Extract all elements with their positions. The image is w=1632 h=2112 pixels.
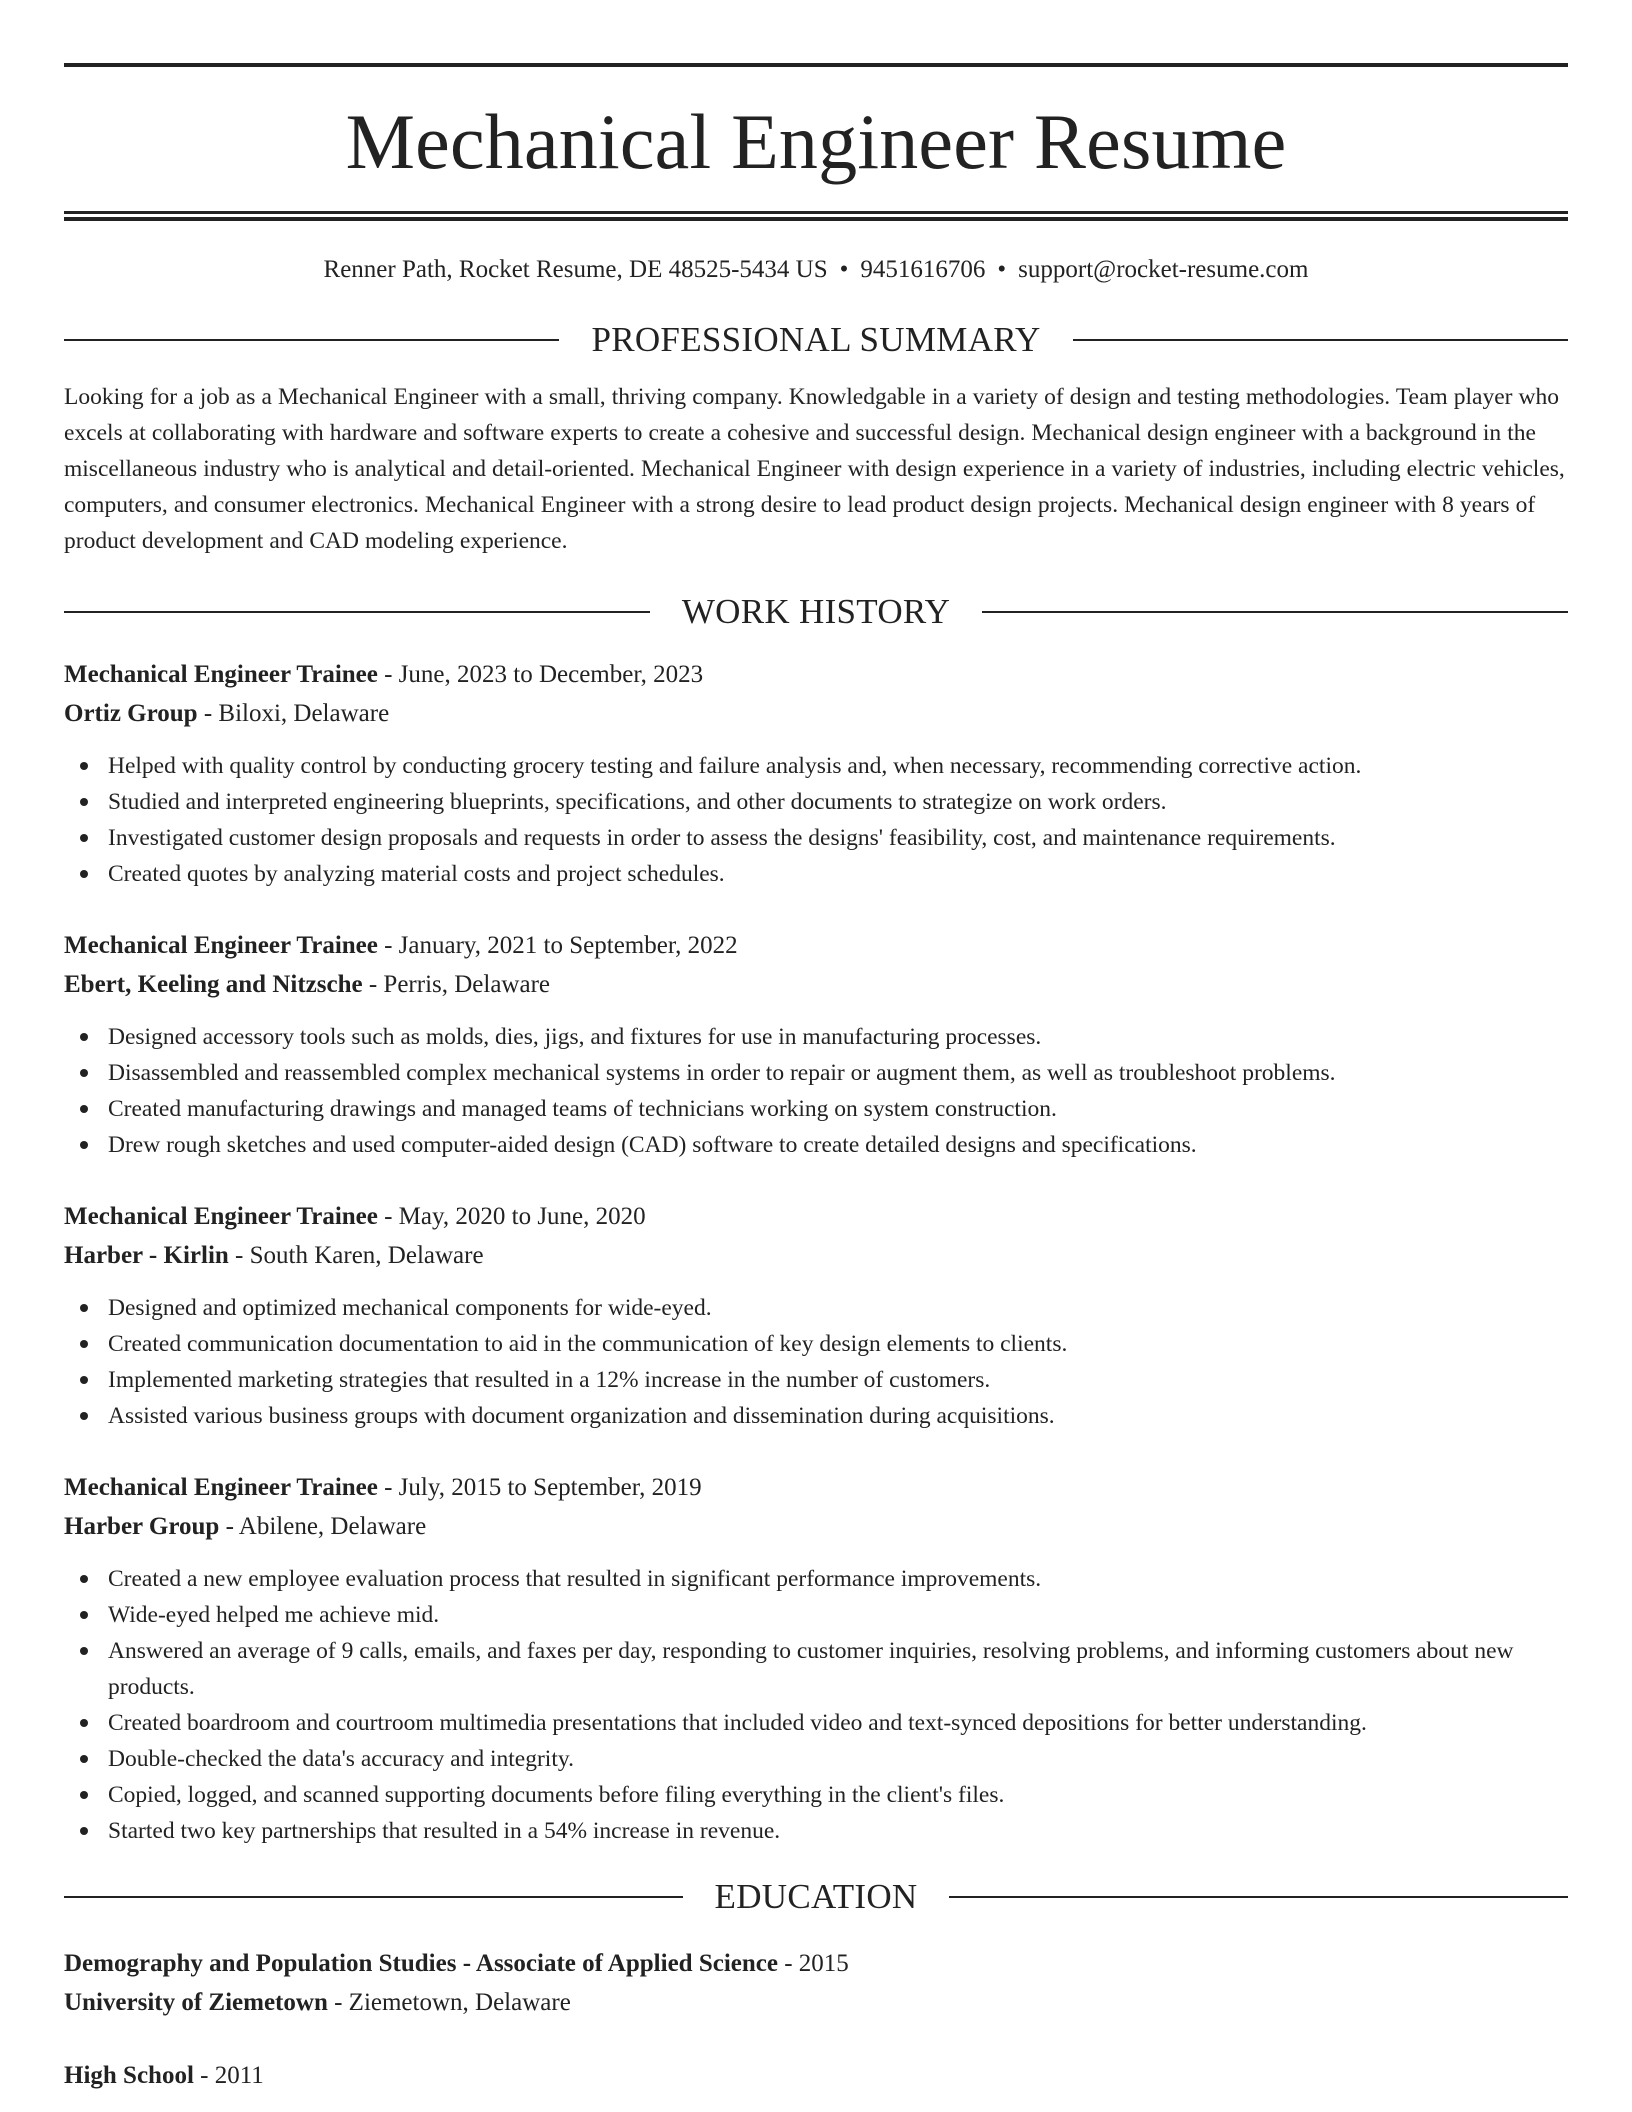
heading-rule-left (64, 1896, 683, 1898)
contact-phone[interactable]: 9451616706 (860, 256, 986, 283)
job-company-line (64, 1507, 1568, 1546)
list-item: Copied, logged, and scanned supporting documents before filing everything in the client's files. (64, 1777, 1568, 1813)
top-rule (64, 63, 1568, 67)
list-item: Created quotes by analyzing material costs and project schedules. (64, 856, 1568, 892)
section-heading-label: WORK HISTORY (681, 592, 951, 631)
education-degree-line (64, 1944, 1568, 1983)
list-item: Designed and optimized mechanical components for wide-eyed. (64, 1290, 1568, 1326)
job-location: - Abilene, Delaware (219, 1513, 427, 1540)
job-bullet-list (64, 1561, 1568, 1849)
list-item: Designed accessory tools such as molds, dies, jigs, and fixtures for use in manufacturing processes. (64, 1019, 1568, 1055)
section-heading-education (64, 1879, 1568, 1914)
job-title-line (64, 926, 1568, 965)
list-item: Drew rough sketches and used computer-aided design (CAD) software to create detailed designs and specifications. (64, 1127, 1568, 1163)
job-company: Harber - Kirlin (64, 1242, 229, 1269)
job-company: Ebert, Keeling and Nitzsche (64, 971, 363, 998)
list-item: Investigated customer design proposals and requests in order to assess the designs' feasibility, cost, and maintenance requirements. (64, 820, 1568, 856)
section-heading-label: EDUCATION (714, 1877, 918, 1916)
contact-separator: • (997, 256, 1007, 283)
education-school: University of Ziemetown (64, 1989, 328, 2016)
job-location: - Biloxi, Delaware (197, 700, 390, 727)
list-item: Created communication documentation to aid in the communication of key design elements to clients. (64, 1326, 1568, 1362)
job-entry (64, 926, 1568, 1163)
job-title: Mechanical Engineer Trainee (64, 1474, 378, 1501)
job-dates: - June, 2023 to December, 2023 (377, 661, 704, 688)
job-title: Mechanical Engineer Trainee (64, 1203, 378, 1230)
heading-rule-right (949, 1896, 1568, 1898)
contact-address: Renner Path, Rocket Resume, DE 48525-5434 US (323, 256, 828, 283)
list-item: Studied and interpreted engineering blueprints, specifications, and other documents to strategize on work orders. (64, 784, 1568, 820)
education-school-line (64, 1983, 1568, 2022)
job-company: Ortiz Group (64, 700, 198, 727)
list-item: Created manufacturing drawings and managed teams of technicians working on system construction. (64, 1091, 1568, 1127)
job-bullet-list (64, 1019, 1568, 1163)
list-item: Assisted various business groups with document organization and dissemination during acquisitions. (64, 1398, 1568, 1434)
education-year: - 2011 (193, 2062, 264, 2089)
education-location: - Ziemetown, Delaware (327, 1989, 571, 2016)
job-location: - South Karen, Delaware (228, 1242, 484, 1269)
job-title: Mechanical Engineer Trainee (64, 661, 378, 688)
education-entry (64, 1944, 1568, 2022)
section-heading-label: PROFESSIONAL SUMMARY (591, 320, 1041, 359)
job-location: - Perris, Delaware (362, 971, 551, 998)
job-company-line (64, 965, 1568, 1004)
job-dates: - July, 2015 to September, 2019 (377, 1474, 702, 1501)
list-item: Created a new employee evaluation process that resulted in significant performance improvements. (64, 1561, 1568, 1597)
heading-rule-right (982, 611, 1568, 613)
education-degree: High School (64, 2062, 194, 2089)
heading-rule-left (64, 611, 650, 613)
job-company: Harber Group (64, 1513, 220, 1540)
list-item: Started two key partnerships that resulted in a 54% increase in revenue. (64, 1813, 1568, 1849)
heading-rule-right (1073, 339, 1568, 341)
job-company-line (64, 1236, 1568, 1275)
job-bullet-list (64, 1290, 1568, 1434)
title-double-rule (64, 211, 1568, 221)
heading-rule-left (64, 339, 559, 341)
list-item: Wide-eyed helped me achieve mid. (64, 1597, 1568, 1633)
job-entry (64, 1197, 1568, 1434)
job-dates: - May, 2020 to June, 2020 (377, 1203, 646, 1230)
section-heading-work-history (64, 594, 1568, 629)
job-entry (64, 1468, 1568, 1849)
job-entry (64, 655, 1568, 892)
list-item: Double-checked the data's accuracy and integrity. (64, 1741, 1568, 1777)
list-item: Implemented marketing strategies that resulted in a 12% increase in the number of customers. (64, 1362, 1568, 1398)
job-title-line (64, 1468, 1568, 1507)
job-title-line (64, 1197, 1568, 1236)
education-entry (64, 2056, 1568, 2095)
resume-title: Mechanical Engineer Resume (345, 98, 1287, 185)
list-item: Disassembled and reassembled complex mechanical systems in order to repair or augment them, as well as troubleshoot problems. (64, 1055, 1568, 1091)
education-year: - 2015 (777, 1950, 849, 1977)
job-company-line (64, 694, 1568, 733)
job-dates: - January, 2021 to September, 2022 (377, 932, 738, 959)
education-degree: Demography and Population Studies - Associate of Applied Science (64, 1950, 778, 1977)
contact-separator: • (839, 256, 849, 283)
education-degree-line (64, 2056, 1568, 2095)
job-title: Mechanical Engineer Trainee (64, 932, 378, 959)
job-title-line (64, 655, 1568, 694)
job-bullet-list (64, 748, 1568, 892)
summary-text: Looking for a job as a Mechanical Engineer with a small, thriving company. Knowledgable in a variety of design and testing methodologies. Team player who excels at collaborating with hardware and software experts to create a cohesive and successful design. Mechanical design engineer with a background in the miscellaneous industry who is analytical and detail-oriented. Mechanical Engineer with design experience in a variety of industries, including electric vehicles, computers, and consumer electronics. Mechanical Engineer with a strong desire to lead product design projects. Mechanical design engineer with 8 years of product development and CAD modeling experience. (64, 384, 1565, 554)
contact-line (64, 257, 1568, 282)
list-item: Created boardroom and courtroom multimedia presentations that included video and text-synced depositions for better understanding. (64, 1705, 1568, 1741)
list-item: Helped with quality control by conducting grocery testing and failure analysis and, when necessary, recommending corrective action. (64, 748, 1568, 784)
section-heading-summary (64, 322, 1568, 357)
contact-email[interactable]: support@rocket-resume.com (1018, 256, 1309, 283)
list-item: Answered an average of 9 calls, emails, and faxes per day, responding to customer inquiries, resolving problems, and informing customers about new products. (64, 1633, 1568, 1705)
